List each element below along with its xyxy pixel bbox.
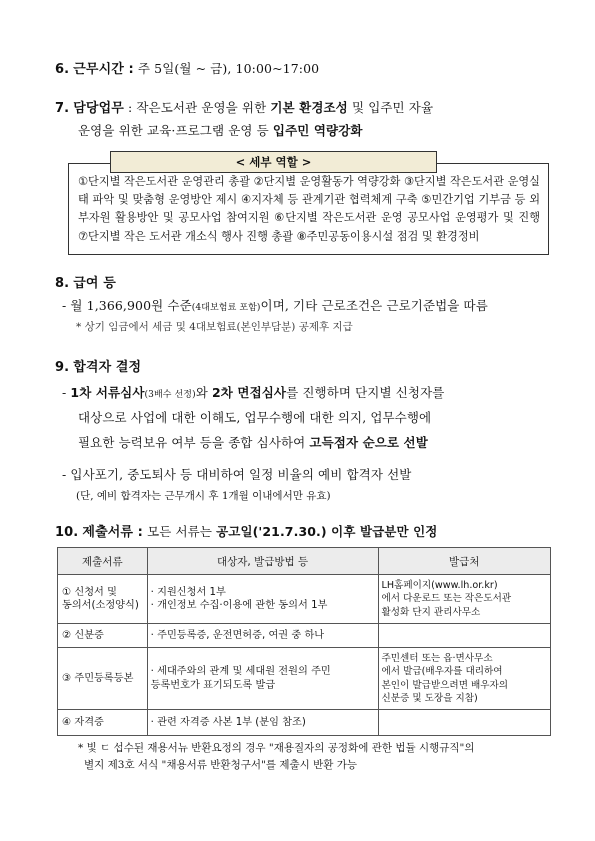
doc-issuer [378, 624, 551, 648]
documents-table [57, 547, 551, 736]
work-hours-value: 주 5일(월 ~ 금), 10:00~17:00 [137, 61, 320, 76]
doc-name: ③ 주민등록등본 [58, 648, 148, 710]
header-doc: 제출서류 [58, 548, 148, 575]
salary-heading [55, 272, 116, 291]
salary-line [62, 296, 488, 314]
table-row [58, 624, 551, 648]
doc-detail: · 관련 자격증 사본 1부 (분임 참조) [147, 710, 378, 736]
duties-text: 및 입주민 자율 [351, 100, 434, 115]
documents-footnote-1: * 빛 ㄷ 섭수된 재용서뉴 반환요정의 경우 "재용질자의 공정화에 관한 법듈 시행규직"의 [78, 742, 475, 754]
duties-bold: 입주민 역량강화 [272, 123, 363, 138]
table-header-row [58, 548, 551, 575]
section-title: 합격자 결정 [73, 360, 142, 375]
duties-line-2 [78, 121, 363, 139]
selection-small: (3배수 선정) [144, 390, 196, 400]
selection-heading [55, 356, 141, 375]
documents-intro: 모든 서류는 [147, 524, 213, 539]
doc-detail: · 주민등록증, 운전면허증, 여권 중 하나 [147, 624, 378, 648]
documents-bold: 공고일('21.7.30.) 이후 발급분만 인정 [216, 524, 438, 539]
selection-p1-line3 [78, 433, 428, 451]
dash: - [62, 385, 67, 400]
salary-small: (4대보험료 포함) [191, 303, 261, 313]
doc-name: ① 신청서 및 동의서(소정양식) [58, 575, 148, 624]
documents-footnote-2: 별지 제3호 서식 "채용서류 반환청구서"를 제출시 반환 가능 [84, 759, 357, 771]
duties-text: 운영을 위한 교육·프로그램 운영 등 [78, 123, 269, 138]
selection-text: 를 진행하며 단지별 신청자를 [286, 385, 445, 400]
doc-issuer [378, 710, 551, 736]
work-hours-line [55, 58, 319, 77]
doc-name: ④ 자격증 [58, 710, 148, 736]
section-number: 7. [55, 101, 70, 116]
doc-issuer: 주민센터 또는 읍·면사무소 에서 발급(배우자를 대리하여 본인이 발급받으려면 배우자의 신분증 및 도장을 지참) [378, 648, 551, 710]
selection-bold: 2차 면접심사 [211, 385, 287, 400]
selection-p1-line2: 대상으로 사업에 대한 이해도, 업무수행에 대한 의지, 업무수행에 [78, 410, 432, 425]
selection-text: 와 [195, 385, 208, 400]
section-number: 9. [55, 360, 70, 375]
duties-line-1 [55, 97, 433, 116]
duties-bold: 기본 환경조성 [270, 100, 348, 115]
section-number: 10. [55, 525, 79, 540]
section-title: 제출서류 : [82, 525, 143, 540]
table-row [58, 710, 551, 736]
salary-text: - 월 1,366,900원 수준 [62, 298, 192, 313]
table-row [58, 648, 551, 710]
selection-p2-line2: (단, 예비 합격자는 근무개시 후 1개월 이내에서만 유효) [76, 490, 331, 502]
documents-heading [55, 521, 437, 540]
section-title: 근무시간 : [73, 62, 134, 77]
header-detail: 대상자, 발급방법 등 [147, 548, 378, 575]
roles-title: < 세부 역할 > [110, 151, 437, 173]
doc-name: ② 신분증 [58, 624, 148, 648]
doc-detail: · 세대주와의 관계 및 세대원 전원의 주민 등록번호가 표기되도록 발급 [147, 648, 378, 710]
selection-p1-line1 [62, 383, 444, 401]
selection-bold: 고득점자 순으로 선발 [309, 435, 428, 450]
salary-note: * 상기 임금에서 세금 및 4대보험료(본인부담분) 공제후 지급 [76, 321, 353, 333]
section-title: 급여 등 [73, 276, 116, 291]
table-row [58, 575, 551, 624]
selection-bold: 1차 서류심사 [70, 385, 145, 400]
roles-text: ①단지별 작은도서관 운영관리 총괄 ②단지별 운영활동가 역량강화 ③단지별 작은도서관 운영실태 파악 및 맞춤형 운영방안 제시 ④지자체 등 관계기관 협력체계 구축 ⑤민간기업 기부금 등 외부자원 활용방안 및 공모사업 참여지원 ⑥단지별 작은도서관 운영 공모사업 운영평가 및 진행 ⑦단지별 작은 도서관 개소식 행사 진행 총괄 ⑧주민공동이용시설 점검 및 환경정비 [78, 175, 540, 243]
duties-text: : 작은도서관 운영을 위한 [127, 100, 267, 115]
doc-detail: · 지원신청서 1부 · 개인정보 수집·이용에 관한 동의서 1부 [147, 575, 378, 624]
selection-p2-line1: - 입사포기, 중도퇴사 등 대비하여 일정 비율의 예비 합격자 선발 [62, 467, 412, 482]
header-issuer: 발급처 [378, 548, 551, 575]
section-number: 6. [55, 62, 70, 77]
section-title: 담당업무 [73, 101, 124, 116]
section-number: 8. [55, 276, 70, 291]
selection-text: 필요한 능력보유 여부 등을 종합 심사하여 [78, 435, 306, 450]
doc-issuer: LH홈페이지(www.lh.or.kr) 에서 다운로드 또는 작은도서관 활성화 단지 관리사무소 [378, 575, 551, 624]
salary-text: 이며, 기타 근로조건은 근로기준법을 따름 [260, 298, 488, 313]
